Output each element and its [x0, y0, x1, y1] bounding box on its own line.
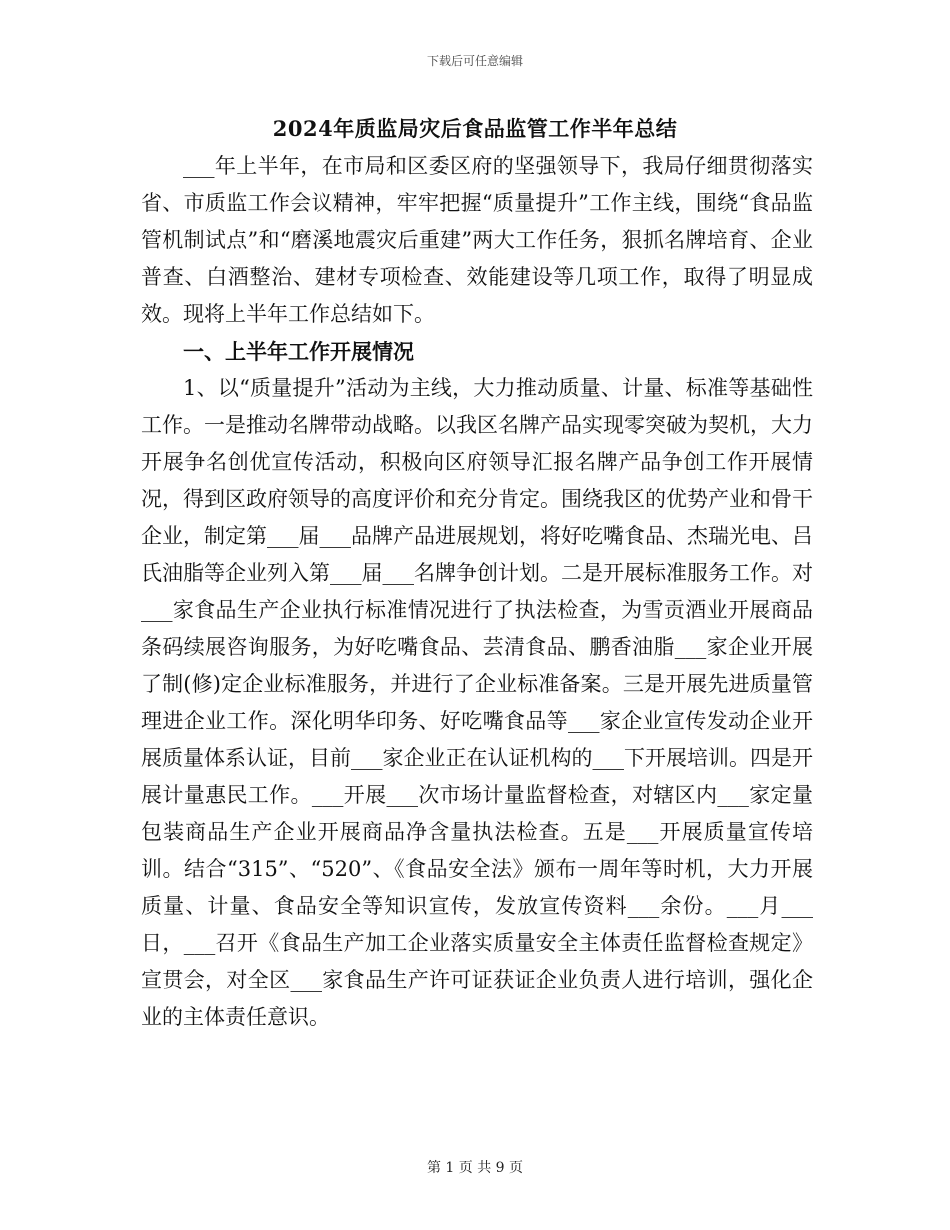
- page-footer-number: 第 1 页 共 9 页: [426, 1160, 524, 1176]
- page-header-note: 下载后可任意编辑: [426, 54, 523, 68]
- section-paragraph: 1、以“质量提升”活动为主线，大力推动质量、计量、标准等基础性工作。一是推动名牌带动战略。以我区名牌产品实现零突破为契机，大力开展争名创优宣传活动，积极向区府领导汇报名牌产品争创工作开展情况，得到区政府领导的高度评价和充分肯定。围绕我区的优势产业和骨干企业，制定第___届___品牌产品进展规划，将好吃嘴食品、杰瑞光电、吕氏油脂等企业列入第___届___名牌争创计划。二是开展标准服务工作。对___家食品生产企业执行标准情况进行了执法检查，为雪贡酒业开展商品条码续展咨询服务，为好吃嘴食品、芸清食品、鹏香油脂___家企业开展了制(修)定企业标准服务，并进行了企业标准备案。三是开展先进质量管理进企业工作。深化明华印务、好吃嘴食品等___家企业宣传发动企业开展质量体系认证，目前___家企业正在认证机构的___下开展培训。四是开展计量惠民工作。___开展___次市场计量监督检查，对辖区内___家定量包装商品生产企业开展商品净含量执法检查。五是___开展质量宣传培训。结合“315”、“520”、《食品安全法》颁布一周年等时机，大力开展质量、计量、食品安全等知识宣传，发放宣传资料___余份。___月___日，___召开《食品生产加工企业落实质量安全主体责任监督检查规定》宣贯会，对全区___家食品生产许可证获证企业负责人进行培训，强化企业的主体责任意识。: [141, 376, 813, 1029]
- document-body: [141, 148, 813, 1036]
- document-title: 2024年质监局灾后食品监管工作半年总结: [272, 116, 678, 141]
- intro-paragraph: ___年上半年，在市局和区委区府的坚强领导下，我局仔细贯彻落实省、市质监工作会议精神，牢牢把握“质量提升”工作主线，围绕“食品监管机制试点”和“磨溪地震灾后重建”两大工作任务，狠抓名牌培育、企业普查、白酒整治、建材专项检查、效能建设等几项工作，取得了明显成效。现将上半年工作总结如下。: [141, 154, 813, 326]
- section-heading: 一、上半年工作开展情况: [183, 339, 414, 364]
